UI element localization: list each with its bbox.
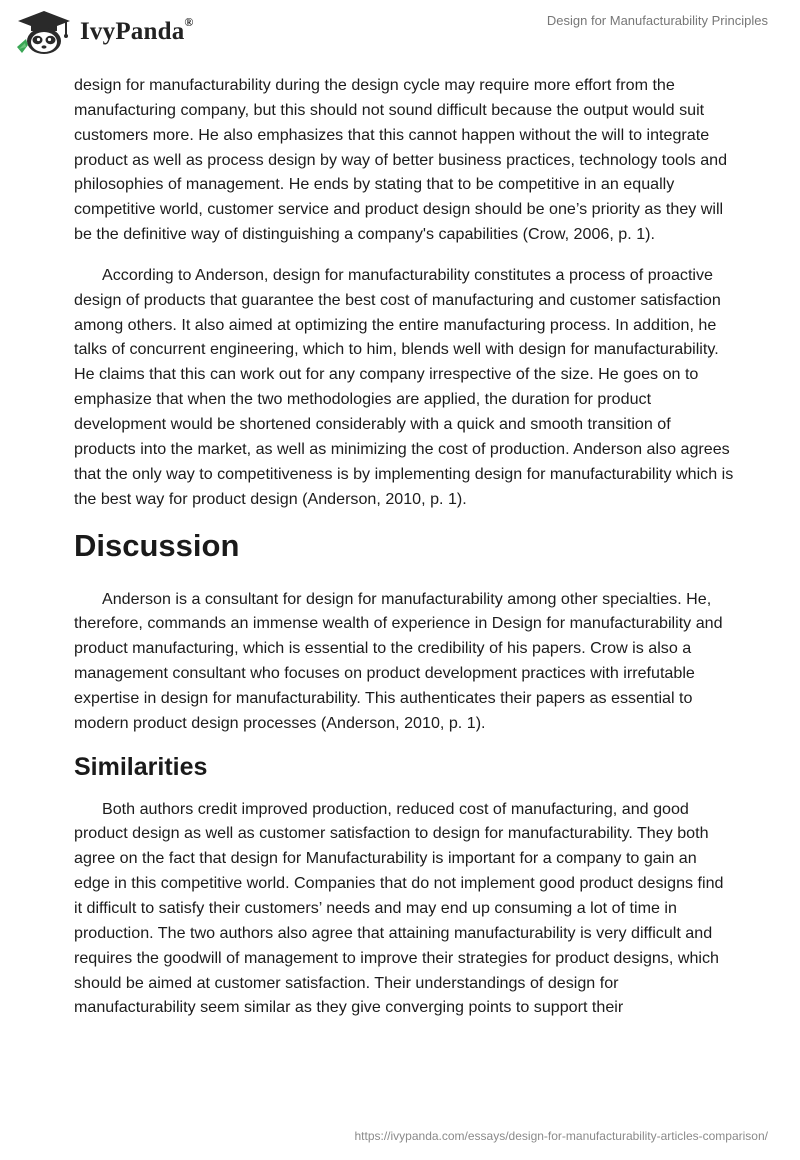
heading-discussion: Discussion	[74, 528, 240, 564]
heading-similarities: Similarities	[74, 752, 208, 781]
source-url[interactable]: https://ivypanda.com/essays/design-for-manufacturability-articles-comparison/	[354, 1129, 768, 1143]
panda-graduate-icon	[14, 9, 74, 55]
document-title: Design for Manufacturability Principles	[546, 13, 768, 28]
paragraph-similarities: Both authors credit improved production, reduced cost of manufacturing, and good product design as well as customer satisfaction to design for manufacturability. They both agree on the fact that design for Manufacturability is important for a company to gain an edge in this competitive world. Companies that do not implement good product designs find it difficult to satisfy their customers’ needs and may end up consuming a lot of time in production. The two authors also agree that attaining manufacturability is very difficult and requires the goodwill of management to improve their strategies for product designs, which should be aimed at customer satisfaction. Their understandings of design for manufacturability seem similar as they give converging points to support their	[74, 799, 724, 1017]
page-header	[0, 0, 800, 64]
paragraph-discussion: Anderson is a consultant for design for manufacturability among other specialties. He, therefore, commands an immense wealth of experience in Design for manufacturability and product manufacturing, which is essential to the credibility of his papers. Crow is also a management consultant who focuses on product development practices with irrefutable expertise in design for manufacturability. This authenticates their papers as essential to modern product design processes (Anderson, 2010, p. 1).	[74, 589, 723, 732]
brand-name: IvyPanda®	[80, 14, 194, 45]
paragraph-continued: design for manufacturability during the design cycle may require more effort from the manufacturing company, but this should not sound difficult because the output would suit customers more. He also emphasizes that this cannot happen without the will to integrate product as well as process design by way of better business practices, technology tools and philosophies of management. He ends by stating that to be competitive in an equally competitive world, customer service and product design should be one’s priority as they will be the definitive way of distinguishing a company's capabilities (Crow, 2006, p. 1).	[74, 76, 728, 244]
article-body	[74, 73, 734, 1036]
paragraph-anderson: According to Anderson, design for manufacturability constitutes a process of proactive design of products that guarantee the best cost of manufacturing and customer satisfaction among others. It also aimed at optimizing the entire manufacturing process. In addition, he talks of concurrent engineering, which to him, blends well with design for manufacturability. He claims that this can work out for any company irrespective of the size. He goes on to emphasize that when the two methodologies are applied, the duration for product development would be shortened considerably with a quick and smooth transition of products into the market, as well as minimizing the cost of production. Anderson also agrees that the only way to competitiveness is by implementing design for manufacturability which is the best way for product design (Anderson, 2010, p. 1).	[74, 265, 734, 508]
brand-logo[interactable]	[14, 8, 194, 56]
